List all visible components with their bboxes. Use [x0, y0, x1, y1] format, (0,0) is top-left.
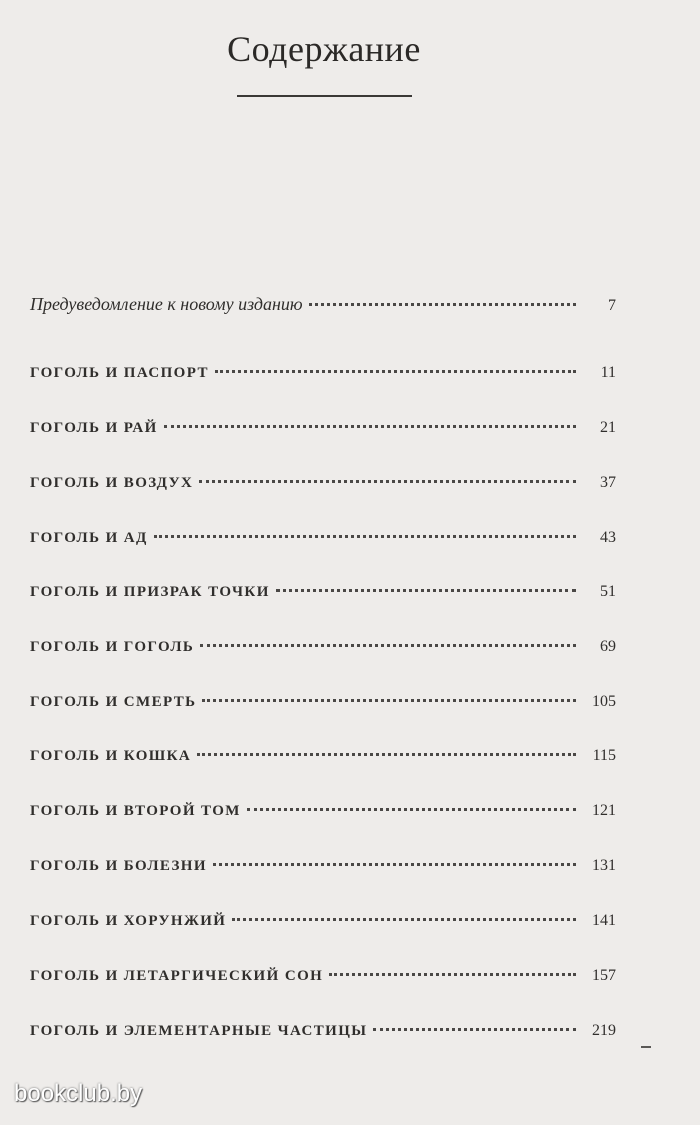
toc-entry — [30, 1022, 616, 1050]
dot-leader — [232, 917, 576, 921]
toc-entry-title: ГОГОЛЬ И ВТОРОЙ ТОМ — [30, 803, 241, 819]
toc-entry-title: ГОГОЛЬ И ГОГОЛЬ — [30, 639, 195, 655]
toc-entry — [30, 857, 616, 885]
toc-entry-title: ГОГОЛЬ И БОЛЕЗНИ — [30, 858, 207, 874]
dot-leader — [197, 752, 576, 756]
toc-entry-title: ГОГОЛЬ И КОШКА — [30, 748, 192, 764]
dot-leader — [154, 534, 576, 538]
toc-entry-title: ГОГОЛЬ И ВОЗДУХ — [30, 475, 194, 491]
toc-entry-title: ГОГОЛЬ И РАЙ — [30, 420, 158, 436]
toc-entry-page: 51 — [600, 583, 616, 600]
toc-entry-page: 121 — [592, 802, 616, 819]
toc-entry-page: 11 — [600, 364, 616, 381]
toc-entry — [30, 294, 616, 322]
toc-entry-title: ГОГОЛЬ И ПАСПОРТ — [30, 365, 209, 381]
toc-entry-page: 43 — [600, 529, 616, 546]
page-title: Содержание — [227, 29, 421, 69]
dot-leader — [200, 643, 576, 647]
toc-entry — [30, 802, 616, 830]
toc-entry — [30, 638, 616, 666]
dot-leader — [329, 972, 576, 976]
dot-leader — [247, 807, 576, 811]
toc-entry-title: ГОГОЛЬ И ЛЕТАРГИЧЕСКИЙ СОН — [30, 968, 324, 984]
dot-leader — [164, 424, 576, 428]
toc-entry-title: Предуведомление к новому изданию — [30, 294, 303, 314]
toc-entry-title: ГОГОЛЬ И ЭЛЕМЕНТАРНЫЕ ЧАСТИЦЫ — [30, 1023, 368, 1039]
toc-entry-page: 21 — [600, 419, 616, 436]
toc-entry-page: 37 — [600, 474, 616, 491]
toc-entry-title: ГОГОЛЬ И СМЕРТЬ — [30, 694, 197, 710]
title-divider — [237, 95, 412, 97]
dot-leader — [276, 588, 576, 592]
toc-entry-page: 219 — [592, 1022, 616, 1039]
toc-entry-page: 69 — [600, 638, 616, 655]
dot-leader — [213, 862, 576, 866]
toc-entry-page: 131 — [592, 857, 616, 874]
toc-entry — [30, 419, 616, 447]
toc-entry — [30, 529, 616, 557]
toc-entry — [30, 912, 616, 940]
toc-entry-page: 157 — [592, 967, 616, 984]
toc-entry-page: 141 — [592, 912, 616, 929]
dot-leader — [309, 302, 576, 306]
toc-entry-page: 115 — [592, 747, 616, 764]
toc-entry-title: ГОГОЛЬ И ПРИЗРАК ТОЧКИ — [30, 584, 270, 600]
toc-entry-page: 7 — [608, 297, 616, 314]
watermark: bookclub.by — [14, 1080, 143, 1107]
toc-entry — [30, 364, 616, 392]
dot-leader — [215, 369, 576, 373]
page-edge-mark — [641, 1046, 651, 1048]
toc-entry-page: 105 — [592, 693, 616, 710]
toc-entry — [30, 583, 616, 611]
toc-entry — [30, 967, 616, 995]
toc-entry — [30, 693, 616, 721]
toc-entry-title: ГОГОЛЬ И АД — [30, 530, 148, 546]
toc-entry — [30, 474, 616, 502]
toc-entry-title: ГОГОЛЬ И ХОРУНЖИЙ — [30, 913, 227, 929]
dot-leader — [373, 1027, 576, 1031]
dot-leader — [202, 698, 576, 702]
toc-entry — [30, 747, 616, 775]
dot-leader — [199, 479, 576, 483]
